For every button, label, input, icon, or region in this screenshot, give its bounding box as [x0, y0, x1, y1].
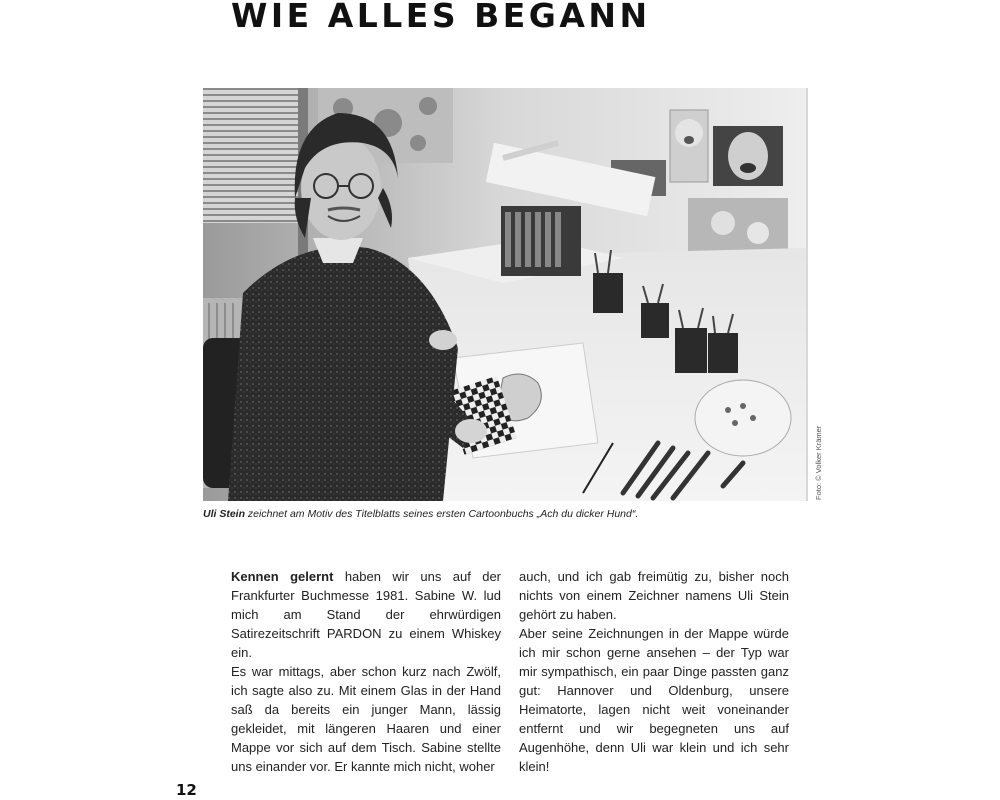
caption-name: Uli Stein — [203, 508, 246, 520]
paragraph — [231, 567, 501, 662]
paragraph: Es war mittags, aber schon kurz nach Zwölf, ich sagte also zu. Mit einem Glas in der Hand saß da bereits ein junger Mann, lässig gekleidet, mit längeren Haaren und einer Mappe vor sich auf dem Tisch. Sabine stellte uns einander vor. Er kannte mich nicht, woher — [231, 664, 501, 774]
paragraph: auch, und ich gab freimütig zu, bisher noch nichts von einem Zeichner namens Uli Stein gehört zu haben. — [519, 569, 789, 622]
page-title: WIE ALLES BEGANN — [231, 0, 651, 35]
body-column-left — [231, 567, 501, 776]
paragraph-text: haben wir uns auf der Frankfurter Buchmesse 1981. Sabine W. lud mich am Stand der ehrwürdigen Satirezeitschrift PARDON zu einem Whiskey ein. — [231, 569, 502, 660]
caption-text: zeichnet am Motiv des Titelblatts seines ersten Cartoonbuchs „Ach du dicker Hund“. — [245, 508, 639, 520]
photo-artist-at-desk — [203, 88, 806, 501]
lead-in: Kennen gelernt — [231, 569, 334, 584]
paragraph: Aber seine Zeichnungen in der Mappe würde ich mir schon gerne ansehen – der Typ war mir sympathisch, ein paar Dinge passten ganz gut: Hannover und Oldenburg, unsere Heimatorte, lagen nicht weit voneinander entfernt und wir begegneten uns auf Augenhöhe, denn Uli war klein und ich sehr klein! — [519, 626, 789, 774]
photo-caption — [203, 507, 823, 521]
body-column-right — [519, 567, 789, 776]
page-number: 12 — [176, 781, 197, 799]
photo-edge-shadow — [806, 88, 808, 501]
photo-credit: Foto: © Volker Krämer — [814, 425, 823, 500]
